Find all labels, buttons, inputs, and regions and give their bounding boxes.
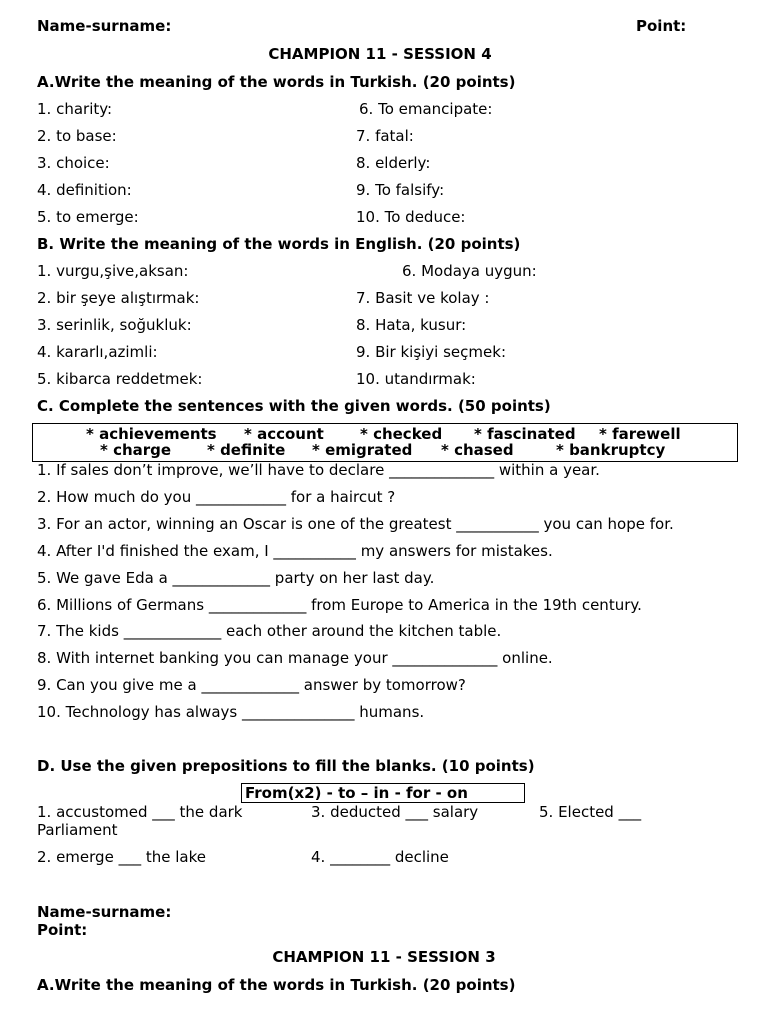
section-a-item: 5. to emerge:: [37, 208, 139, 226]
preposition-item-continued: Parliament: [37, 821, 118, 839]
section-b-item: 9. Bir kişiyi seçmek:: [356, 343, 506, 361]
sentence: 9. Can you give me a _____________ answer by tomorrow?: [37, 676, 466, 694]
word-bank-word: * fascinated: [474, 425, 576, 443]
section-b-item: 4. kararlı,azimli:: [37, 343, 158, 361]
point-label: Point:: [37, 921, 88, 939]
word-bank-word: * account: [244, 425, 324, 443]
page-title: CHAMPION 11 - SESSION 4: [268, 45, 492, 63]
section-b-item: 5. kibarca reddetmek:: [37, 370, 203, 388]
section-a-item: 6. To emancipate:: [359, 100, 493, 118]
sentence: 3. For an actor, winning an Oscar is one of the greatest ___________ you can hope for.: [37, 515, 674, 533]
word-bank-word: * bankruptcy: [556, 441, 666, 459]
sentence: 7. The kids _____________ each other around the kitchen table.: [37, 622, 502, 640]
section-a-item: 4. definition:: [37, 181, 132, 199]
section-a-item: 1. charity:: [37, 100, 113, 118]
word-bank-word: * definite: [207, 441, 286, 459]
section-a-heading: A.Write the meaning of the words in Turkish. (20 points): [37, 976, 516, 994]
section-b-item: 7. Basit ve kolay :: [356, 289, 490, 307]
section-a-item: 2. to base:: [37, 127, 117, 145]
section-b-item: 6. Modaya uygun:: [402, 262, 537, 280]
section-b-item: 2. bir şeye alıştırmak:: [37, 289, 200, 307]
word-bank-box: [32, 423, 738, 462]
section-c-heading: C. Complete the sentences with the given words. (50 points): [37, 397, 551, 415]
section-a-item: 10. To deduce:: [356, 208, 466, 226]
sentence: 5. We gave Eda a _____________ party on her last day.: [37, 569, 435, 587]
prepositions-list: From(x2) - to – in - for - on: [245, 784, 468, 802]
section-a-item: 7. fatal:: [356, 127, 414, 145]
sentence: 4. After I'd finished the exam, I ___________ my answers for mistakes.: [37, 542, 553, 560]
page-title: CHAMPION 11 - SESSION 3: [272, 948, 496, 966]
preposition-item: 4. ________ decline: [311, 848, 449, 866]
point-label: Point:: [636, 17, 687, 35]
section-b-heading: B. Write the meaning of the words in English. (20 points): [37, 235, 521, 253]
section-a-heading: A.Write the meaning of the words in Turkish. (20 points): [37, 73, 516, 91]
word-bank-word: * farewell: [599, 425, 681, 443]
preposition-item: 2. emerge ___ the lake: [37, 848, 206, 866]
preposition-item: 3. deducted ___ salary: [311, 803, 479, 821]
section-b-item: 3. serinlik, soğukluk:: [37, 316, 192, 334]
word-bank-word: * emigrated: [312, 441, 413, 459]
sentence: 2. How much do you ____________ for a haircut ?: [37, 488, 396, 506]
section-b-item: 1. vurgu,şive,aksan:: [37, 262, 189, 280]
section-d-heading: D. Use the given prepositions to fill the blanks. (10 points): [37, 757, 535, 775]
word-bank-word: * achievements: [86, 425, 217, 443]
section-b-item: 10. utandırmak:: [356, 370, 476, 388]
sentence: 6. Millions of Germans _____________ from Europe to America in the 19th century.: [37, 596, 642, 614]
sentence: 8. With internet banking you can manage your ______________ online.: [37, 649, 553, 667]
word-bank-word: * chased: [441, 441, 514, 459]
prepositions-box: [241, 783, 525, 803]
section-a-item: 9. To falsify:: [356, 181, 445, 199]
preposition-item: 5. Elected ___: [539, 803, 642, 821]
sentence: 1. If sales don’t improve, we’ll have to declare ______________ within a year.: [37, 461, 600, 479]
section-a-item: 8. elderly:: [356, 154, 431, 172]
section-b-item: 8. Hata, kusur:: [356, 316, 467, 334]
word-bank-word: * charge: [100, 441, 172, 459]
name-surname-label: Name-surname:: [37, 903, 172, 921]
name-surname-label: Name-surname:: [37, 17, 172, 35]
word-bank-word: * checked: [360, 425, 443, 443]
sentence: 10. Technology has always _______________ humans.: [37, 703, 425, 721]
preposition-item: 1. accustomed ___ the dark: [37, 803, 243, 821]
section-a-item: 3. choice:: [37, 154, 110, 172]
